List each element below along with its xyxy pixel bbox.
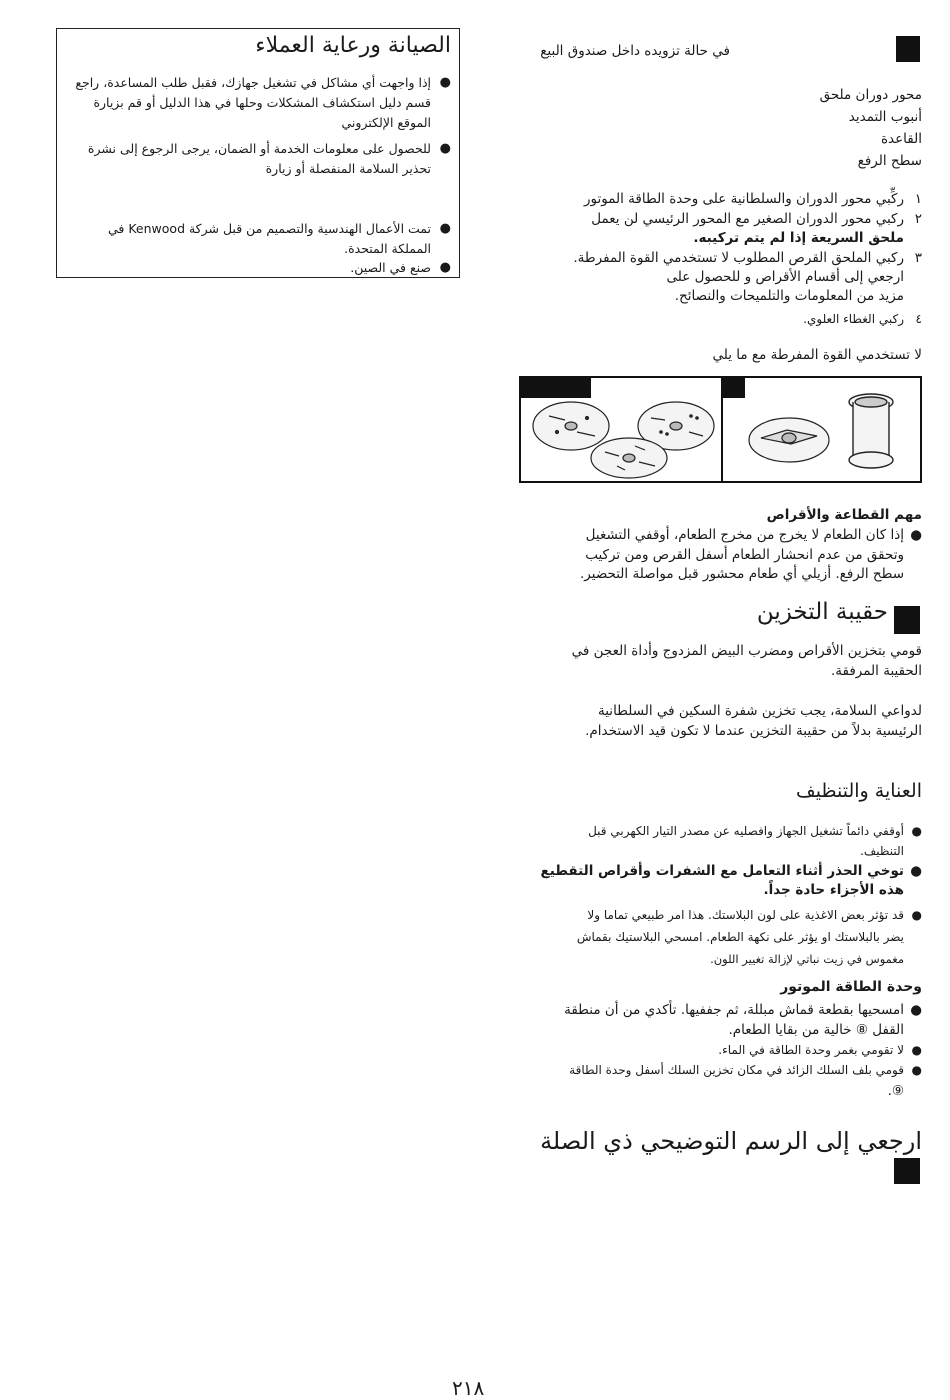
care-bullet-2: ● للحصول على معلومات الخدمة أو الضمان، يرجى الرجوع إلى نشرة تحذير السلامة المنفصلة أو زيارة: [87, 141, 451, 176]
step-2: ٢ركبي محور الدوران الصغير مع المحور الرئيسي لن يعمل: [591, 211, 922, 227]
storage-para: الحقيبة المرفقة.: [830, 663, 922, 679]
cleaning-bullet-3-cont: مغموس في زيت نباتي لإزالة تغيير اللون.: [710, 952, 904, 966]
cleaning-bullet-2: ● توخي الحذر أثناء التعامل مع الشفرات وأقراص التقطيع: [540, 863, 922, 879]
motor-bullet-3-cont: ⑨.: [887, 1083, 904, 1099]
motor-bullet-3: ● قومي بلف السلك الزائد في مكان تخزين السلك أسفل وحدة الطاقة: [569, 1063, 922, 1077]
step-1: ١ركِّبي محور الدوران والسلطانية على وحدة الطاقة الموتور: [584, 191, 922, 207]
step-3-cont: ارجعي إلى أقسام الأقراص و للحصول على: [666, 269, 904, 285]
cutter-bullet-cont: وتحقق من عدم انحشار الطعام أسفل القرص ومن تركيب: [585, 547, 904, 563]
part-item: محور دوران ملحق: [819, 87, 922, 103]
step-4: ٤ركبي الغطاء العلوي.: [803, 312, 922, 326]
no-force-note: لا تستخدمي القوة المفرطة مع ما يلي: [712, 347, 922, 363]
part-item: القاعدة: [880, 131, 922, 147]
shredding-disc-icon: [591, 438, 667, 478]
cleaning-bullet-3: ● قد تؤثر بعض الاغذية على لون البلاستك. هذا امر طبيعي تماما ولا: [587, 908, 922, 922]
cutter-bullet: ● إذا كان الطعام لا يخرج من مخرج الطعام، أوقفي التشغيل: [585, 527, 922, 543]
part-item: سطح الرفع: [857, 153, 922, 169]
cleaning-bullet-1: ● أوقفي دائماً تشغيل الجهاز وافصليه عن مصدر التيار الكهربي قبل: [588, 824, 922, 838]
step-3-cont: مزيد من المعلومات والتلميحات والنصائح.: [674, 288, 904, 304]
care-title: الصيانة ورعاية العملاء: [255, 33, 451, 58]
slicing-disc-icon: [533, 402, 609, 450]
attachments-figure: [519, 376, 922, 483]
discs-illustration: [521, 378, 920, 481]
cleaning-bullet-1-cont: التنظيف.: [860, 844, 904, 858]
section-marker-square: [896, 36, 920, 62]
step-3: ٣ركبي الملحق القرص المطلوب لا تستخدمي القوة المفرطة.: [573, 250, 922, 266]
section-marker-square: [894, 1158, 920, 1184]
motor-bullet-1-cont: القفل ⑧ خالية من بقايا الطعام.: [728, 1022, 904, 1038]
cleaning-heading: العناية والتنظيف: [796, 780, 922, 802]
care-bullet-1: ● إذا واجهت أي مشاكل في تشغيل جهازك، فقبل طلب المساعدة، راجع قسم دليل استكشاف المشكلات وحلها في هذا الدليل أو قم بزيارة الموقع الإلكتروني: [75, 75, 451, 130]
refer-illustration-heading: ارجعي إلى الرسم التوضيحي ذي الصلة: [540, 1127, 922, 1155]
storage-para: قومي بتخزين الأقراص ومضرب البيض المزدوج وأداة العجن في: [571, 643, 922, 659]
cleaning-bullet-3-cont: يضر بالبلاستك او يؤثر على نكهة الطعام. امسحي البلاستيك بقماش: [576, 930, 904, 944]
storage-para: الرئيسية بدلاً من حقيبة التخزين عندما لا تكون قيد الاستخدام.: [585, 723, 922, 739]
extension-tube-icon: [849, 394, 893, 468]
care-bullet-4: ● صنع في الصين.: [350, 260, 451, 275]
intro-line: في حالة تزويده داخل صندوق البيع: [540, 43, 730, 59]
cutter-heading: مهم القطاعة والأقراص: [766, 507, 922, 523]
storage-para: لدواعي السلامة، يجب تخزين شفرة السكين في السلطانية: [598, 703, 922, 719]
storage-heading: حقيبة التخزين: [756, 599, 888, 625]
part-item: أنبوب التمديد: [848, 109, 922, 125]
blade-disc-icon: [749, 418, 829, 462]
motor-bullet-2: ● لا تقومي بغمر وحدة الطاقة في الماء.: [718, 1043, 922, 1057]
care-bullet-3: ● تمت الأعمال الهندسية والتصميم من قبل شركة Kenwood في المملكة المتحدة.: [107, 221, 451, 256]
cutter-bullet-cont: سطح الرفع. أزيلي أي طعام محشور قبل مواصلة التحضير.: [580, 566, 904, 582]
customer-care-box: [56, 28, 460, 278]
step-2-cont: ملحق السريعة إذا لم يتم تركيبه.: [693, 230, 904, 246]
page-number: ٢١٨: [452, 1376, 485, 1400]
cleaning-bullet-2-cont: هذه الأجزاء حادة جداً.: [763, 882, 904, 898]
motor-unit-heading: وحدة الطاقة الموتور: [780, 979, 922, 995]
section-marker-square: [894, 606, 920, 634]
motor-bullet-1: ● امسحيها بقطعة قماش مبللة، ثم جففيها. تأكدي من أن منطقة: [564, 1002, 922, 1018]
